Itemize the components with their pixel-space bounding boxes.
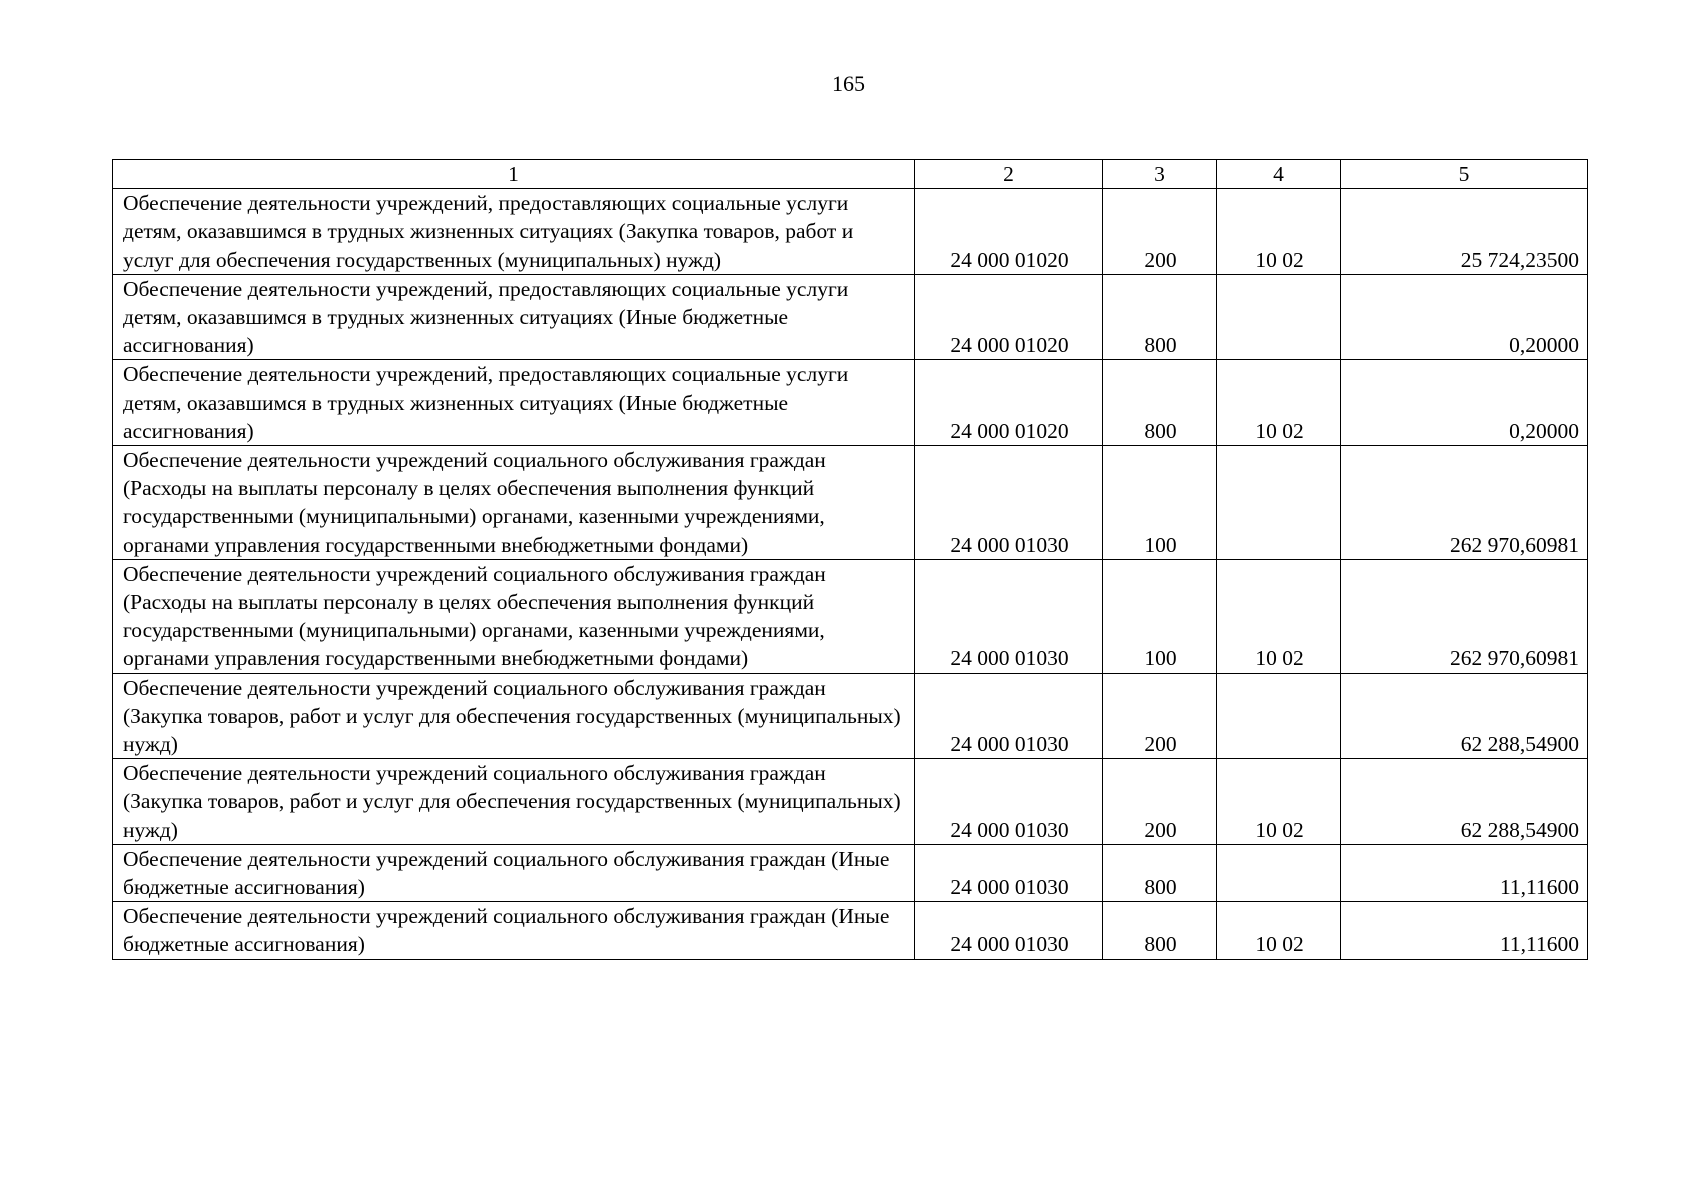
header-row: [113, 160, 1588, 189]
row-description: Обеспечение деятельности учреждений социального обслуживания граждан (Закупка товаров, работ и услуг для обеспечения государственных (муниципальных) нужд): [113, 673, 915, 759]
row-expense-type: 800: [1103, 274, 1217, 360]
header-col-5: 5: [1341, 160, 1588, 189]
row-section: [1217, 673, 1341, 759]
budget-table: [112, 159, 1588, 960]
header-col-2: 2: [915, 160, 1103, 189]
row-target-code: 24 000 01030: [915, 446, 1103, 560]
row-section: 10 02: [1217, 360, 1341, 446]
row-description: Обеспечение деятельности учреждений, предоставляющих социальные услуги детям, оказавшимся в трудных жизненных ситуациях (Иные бюджетные ассигнования): [113, 360, 915, 446]
row-target-code: 24 000 01020: [915, 360, 1103, 446]
row-target-code: 24 000 01030: [915, 559, 1103, 673]
table-row: [113, 189, 1588, 275]
row-amount: 0,20000: [1341, 360, 1588, 446]
row-section: 10 02: [1217, 759, 1341, 845]
row-description: Обеспечение деятельности учреждений социального обслуживания граждан (Иные бюджетные ассигнования): [113, 902, 915, 959]
row-section: [1217, 844, 1341, 901]
row-amount: 62 288,54900: [1341, 673, 1588, 759]
row-target-code: 24 000 01020: [915, 189, 1103, 275]
row-expense-type: 200: [1103, 189, 1217, 275]
row-expense-type: 800: [1103, 902, 1217, 959]
row-description: Обеспечение деятельности учреждений, предоставляющих социальные услуги детям, оказавшимся в трудных жизненных ситуациях (Закупка товаров, работ и услуг для обеспечения государственных (муниципальных) нужд): [113, 189, 915, 275]
row-expense-type: 200: [1103, 759, 1217, 845]
row-target-code: 24 000 01030: [915, 844, 1103, 901]
table-row: [113, 673, 1588, 759]
row-amount: 11,11600: [1341, 902, 1588, 959]
table-row: [113, 759, 1588, 845]
header-col-3: 3: [1103, 160, 1217, 189]
row-description: Обеспечение деятельности учреждений социального обслуживания граждан (Расходы на выплаты персоналу в целях обеспечения выполнения функций государственными (муниципальными) органами, казенными учреждениями, органами управления государственными внебюджетными фондами): [113, 559, 915, 673]
row-amount: 262 970,60981: [1341, 559, 1588, 673]
table-row: [113, 559, 1588, 673]
row-expense-type: 800: [1103, 360, 1217, 446]
table-row: [113, 274, 1588, 360]
header-col-1: 1: [113, 160, 915, 189]
row-section: [1217, 446, 1341, 560]
row-description: Обеспечение деятельности учреждений социального обслуживания граждан (Закупка товаров, работ и услуг для обеспечения государственных (муниципальных) нужд): [113, 759, 915, 845]
row-expense-type: 100: [1103, 559, 1217, 673]
row-target-code: 24 000 01030: [915, 902, 1103, 959]
page-number: 165: [832, 71, 865, 96]
row-amount: 62 288,54900: [1341, 759, 1588, 845]
row-target-code: 24 000 01030: [915, 759, 1103, 845]
table-row: [113, 446, 1588, 560]
row-target-code: 24 000 01030: [915, 673, 1103, 759]
header-col-4: 4: [1217, 160, 1341, 189]
row-expense-type: 200: [1103, 673, 1217, 759]
table-row: [113, 902, 1588, 959]
table-row: [113, 360, 1588, 446]
row-amount: 25 724,23500: [1341, 189, 1588, 275]
table-row: [113, 844, 1588, 901]
row-section: 10 02: [1217, 559, 1341, 673]
row-amount: 262 970,60981: [1341, 446, 1588, 560]
row-description: Обеспечение деятельности учреждений социального обслуживания граждан (Расходы на выплаты персоналу в целях обеспечения выполнения функций государственными (муниципальными) органами, казенными учреждениями, органами управления государственными внебюджетными фондами): [113, 446, 915, 560]
row-expense-type: 100: [1103, 446, 1217, 560]
row-section: [1217, 274, 1341, 360]
row-expense-type: 800: [1103, 844, 1217, 901]
row-section: 10 02: [1217, 902, 1341, 959]
row-amount: 0,20000: [1341, 274, 1588, 360]
row-description: Обеспечение деятельности учреждений социального обслуживания граждан (Иные бюджетные ассигнования): [113, 844, 915, 901]
row-description: Обеспечение деятельности учреждений, предоставляющих социальные услуги детям, оказавшимся в трудных жизненных ситуациях (Иные бюджетные ассигнования): [113, 274, 915, 360]
row-section: 10 02: [1217, 189, 1341, 275]
row-amount: 11,11600: [1341, 844, 1588, 901]
row-target-code: 24 000 01020: [915, 274, 1103, 360]
